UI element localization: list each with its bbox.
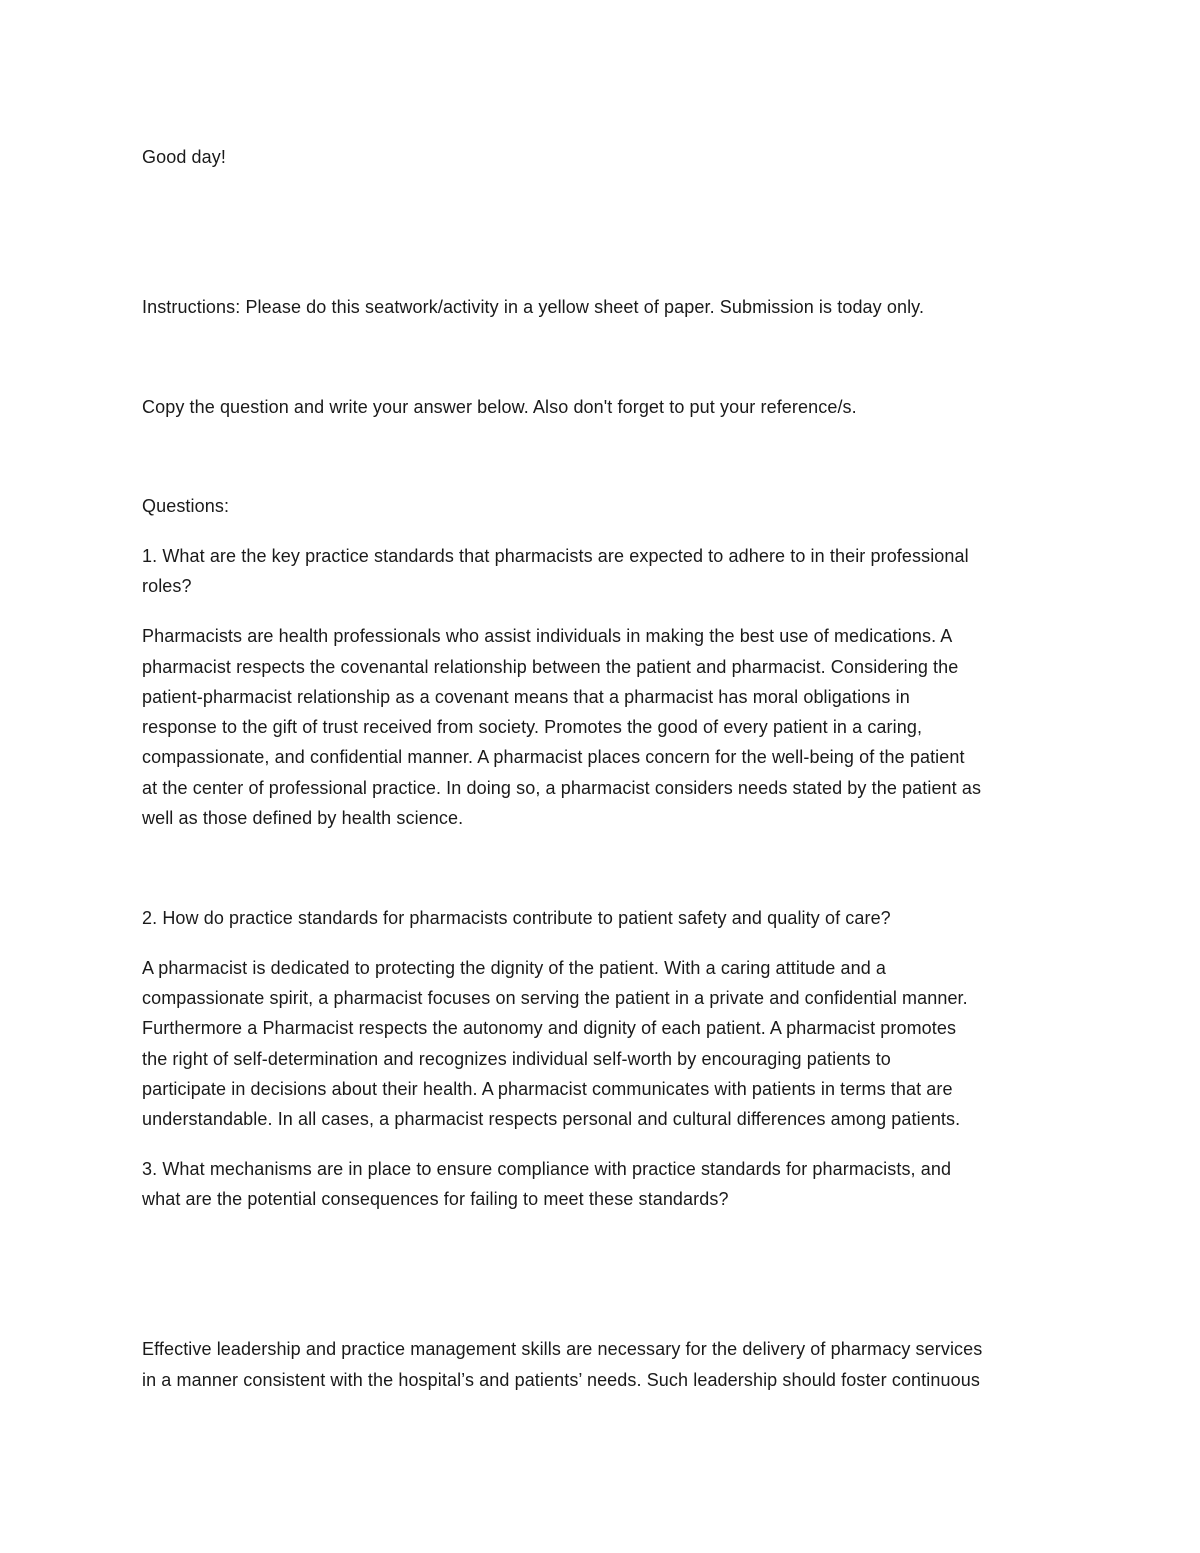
question-1-line-2: roles? xyxy=(142,576,192,596)
question-2-line-1: 2. How do practice standards for pharmacists contribute to patient safety and quality of care? xyxy=(142,908,891,928)
answer-1-line-3: patient-pharmacist relationship as a covenant means that a pharmacist has moral obligations in xyxy=(142,687,910,707)
answer-2-line-6: understandable. In all cases, a pharmacist respects personal and cultural differences among patients. xyxy=(142,1109,961,1129)
answer-2-line-5: participate in decisions about their health. A pharmacist communicates with patients in terms that are xyxy=(142,1079,953,1099)
instructions-text: Instructions: Please do this seatwork/activity in a yellow sheet of paper. Submission is today only. xyxy=(142,297,925,317)
question-1-line-1: 1. What are the key practice standards that pharmacists are expected to adhere to in their professional xyxy=(142,546,969,566)
answer-1-line-4: response to the gift of trust received from society. Promotes the good of every patient in a caring, xyxy=(142,717,923,737)
answer-3-line-2: in a manner consistent with the hospital’s and patients’ needs. Such leadership should foster continuous xyxy=(142,1370,980,1390)
answer-2-line-4: the right of self-determination and recognizes individual self-worth by encouraging patients to xyxy=(142,1049,891,1069)
answer-3-line-1: Effective leadership and practice management skills are necessary for the delivery of pharmacy services xyxy=(142,1339,983,1359)
question-3-line-2: what are the potential consequences for failing to meet these standards? xyxy=(142,1189,729,1209)
answer-1-line-5: compassionate, and confidential manner. A pharmacist places concern for the well-being of the patient xyxy=(142,747,965,767)
questions-heading: Questions: xyxy=(142,496,230,516)
answer-2-line-1: A pharmacist is dedicated to protecting the dignity of the patient. With a caring attitude and a xyxy=(142,958,887,978)
answer-2-line-2: compassionate spirit, a pharmacist focuses on serving the patient in a private and confidential manner. xyxy=(142,988,968,1008)
copy-note-text: Copy the question and write your answer below. Also don't forget to put your reference/s. xyxy=(142,397,857,417)
answer-1-line-6: at the center of professional practice. In doing so, a pharmacist considers needs stated by the patient as xyxy=(142,778,982,798)
answer-1-line-7: well as those defined by health science. xyxy=(142,808,464,828)
greeting-text: Good day! xyxy=(142,147,226,167)
question-3-line-1: 3. What mechanisms are in place to ensure compliance with practice standards for pharmacists, and xyxy=(142,1159,952,1179)
answer-2-line-3: Furthermore a Pharmacist respects the autonomy and dignity of each patient. A pharmacist promotes xyxy=(142,1018,957,1038)
answer-1-line-2: pharmacist respects the covenantal relationship between the patient and pharmacist. Considering the xyxy=(142,657,959,677)
answer-1-line-1: Pharmacists are health professionals who assist individuals in making the best use of medications. A xyxy=(142,626,953,646)
